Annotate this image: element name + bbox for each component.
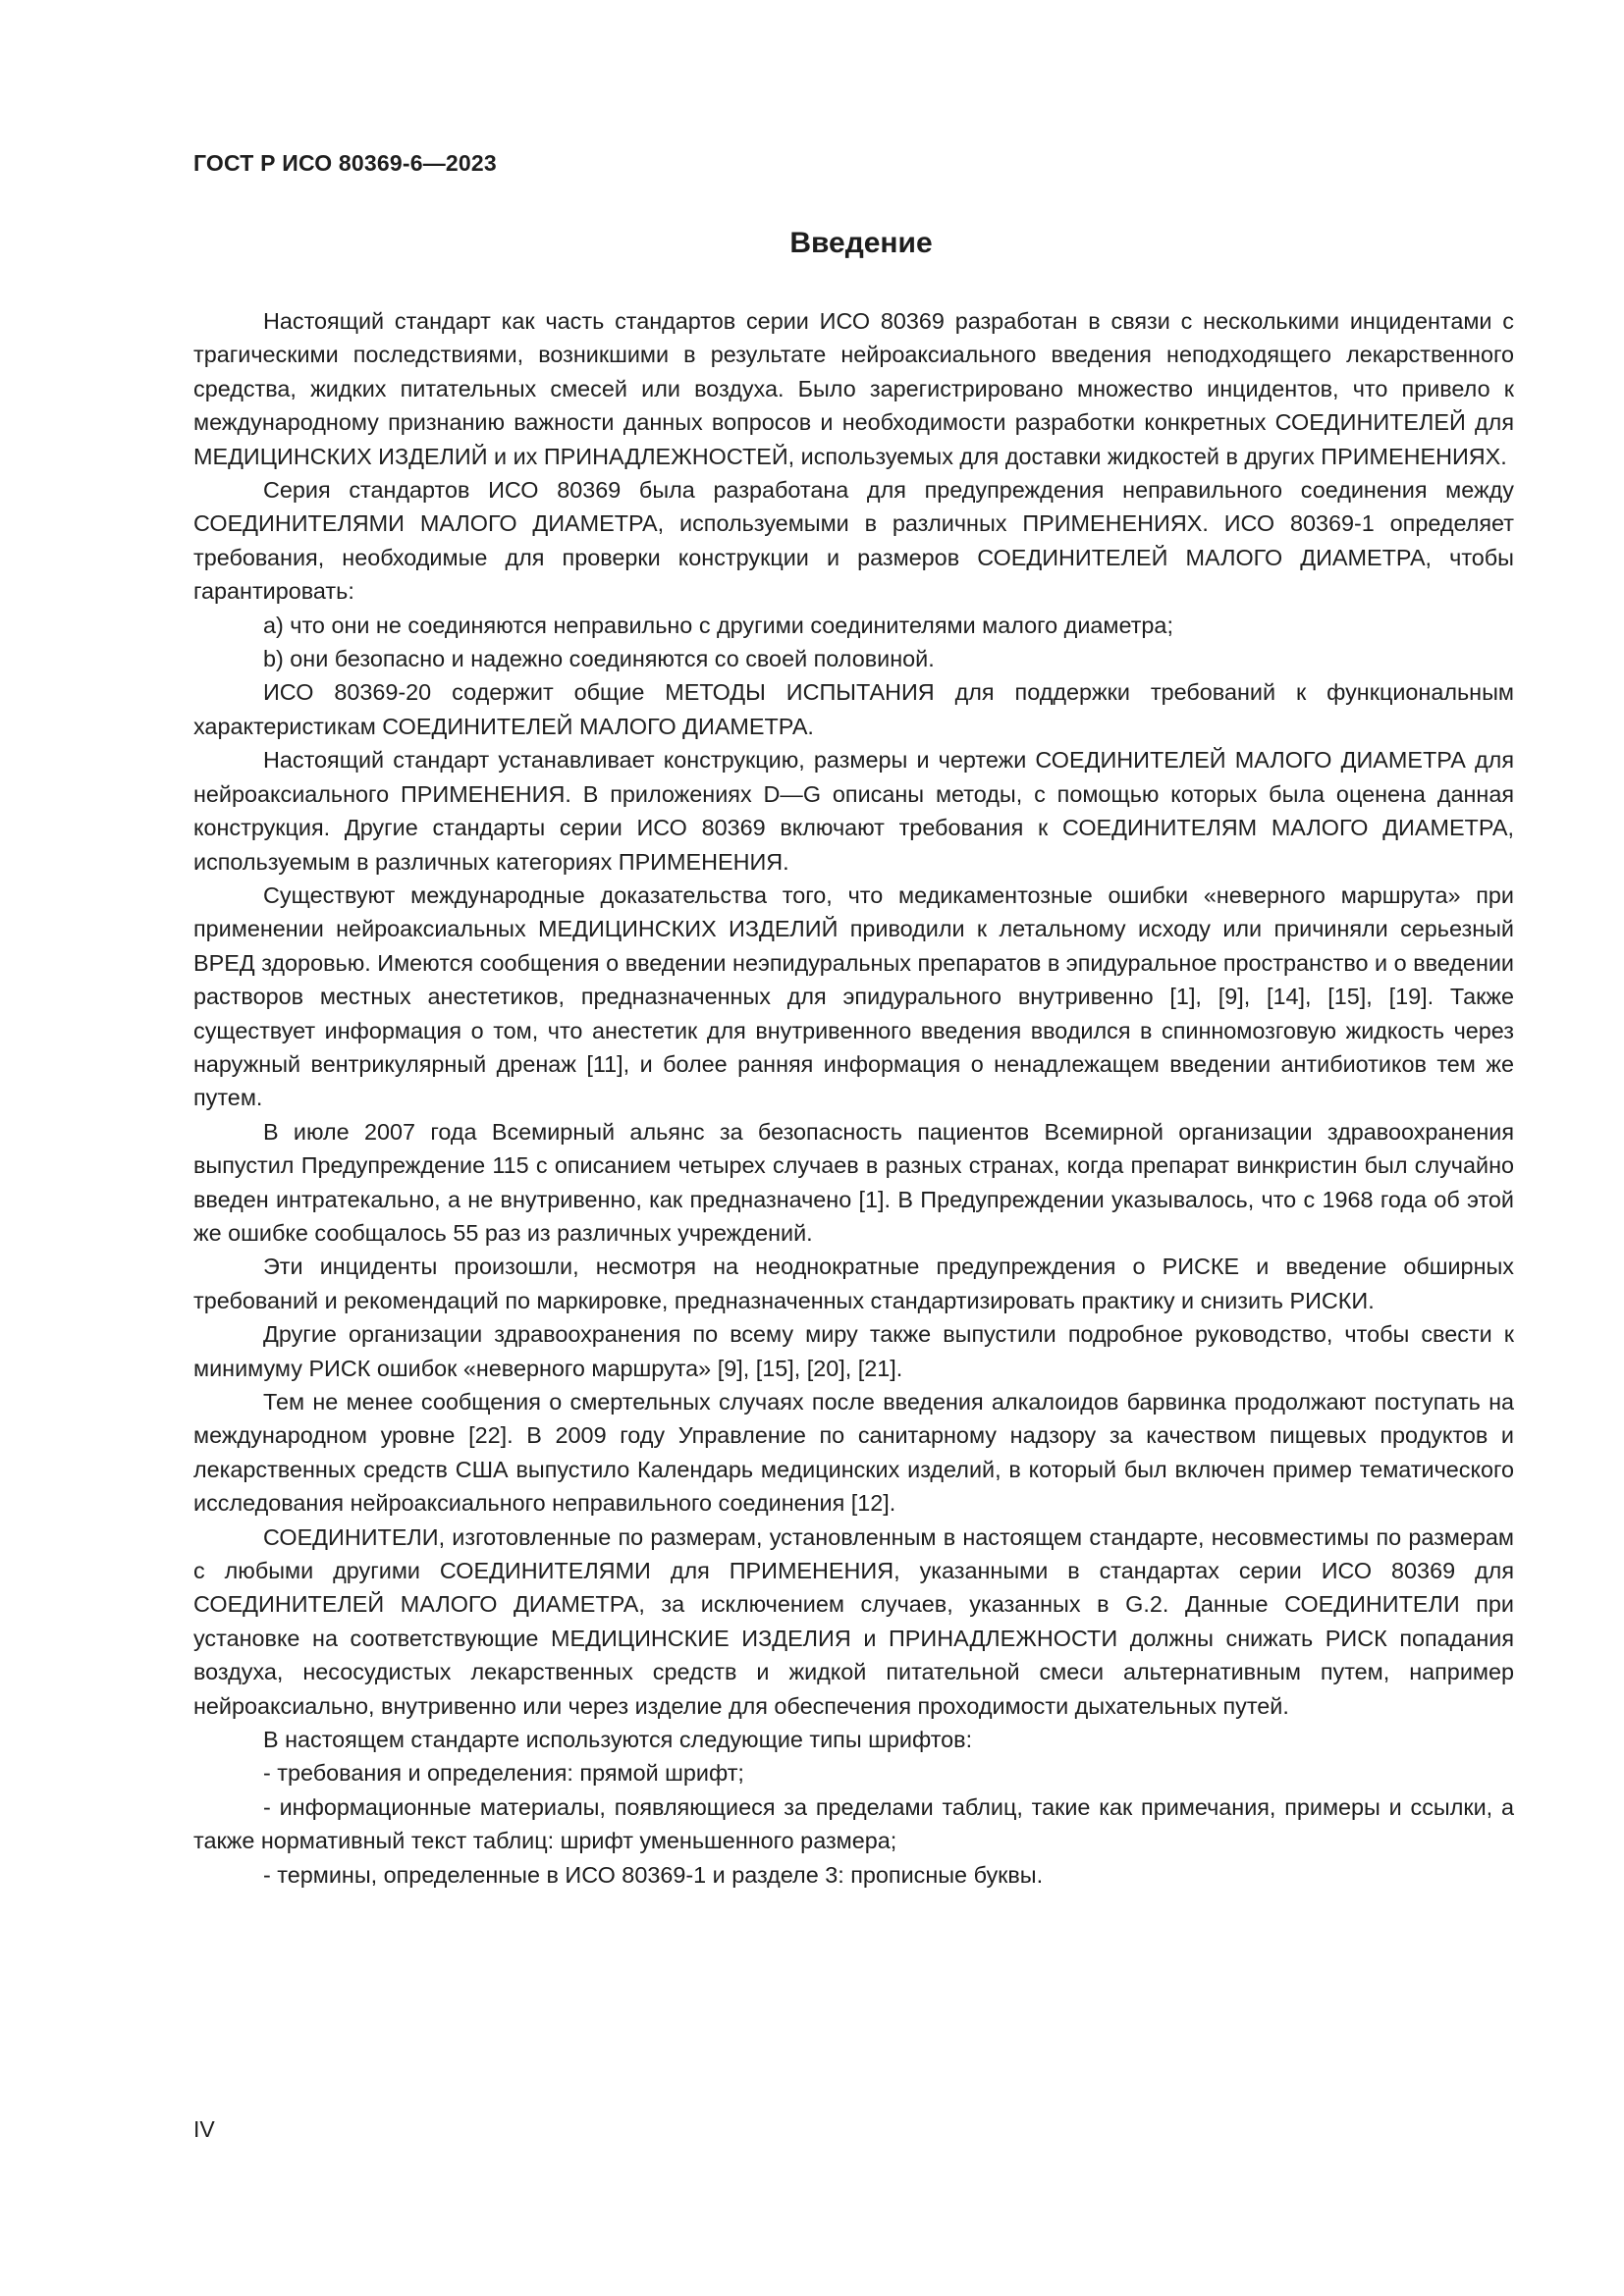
list-item: b) они безопасно и надежно соединяются со своей половиной. [263,646,935,672]
section-title: Введение [789,227,933,259]
document-code-header: ГОСТ Р ИСО 80369-6—2023 [193,150,497,176]
list-item: - требования и определения: прямой шрифт; [263,1760,744,1787]
paragraph: Настоящий стандарт устанавливает конструкцию, размеры и чертежи СОЕДИНИТЕЛЕЙ МАЛОГО ДИАМЕТРА для нейроаксиального ПРИМЕНЕНИЯ. В приложениях D—G описаны методы, с помощью которых была оценена данная конструкция. Другие стандарты серии ИСО 80369 включают требования к СОЕДИНИТЕЛЯМ МАЛОГО ДИАМЕТРА, используемым в различных категориях ПРИМЕНЕНИЯ. [193,747,1514,875]
paragraph: Серия стандартов ИСО 80369 была разработана для предупреждения неправильного соединения между СОЕДИНИТЕЛЯМИ МАЛОГО ДИАМЕТРА, используемыми в различных ПРИМЕНЕНИЯХ. ИСО 80369-1 определяет требования, необходимые для проверки конструкции и размеров СОЕДИНИТЕЛЕЙ МАЛОГО ДИАМЕТРА, чтобы гарантировать: [193,477,1514,605]
body-text [193,304,1514,1892]
paragraph: Существуют международные доказательства того, что медикаментозные ошибки «неверного маршрута» при применении нейроаксиальных МЕДИЦИНСКИХ ИЗДЕЛИЙ приводили к летальному исходу или причиняли серьезный ВРЕД здоровью. Имеются сообщения о введении неэпидуральных препаратов в эпидуральное пространство и о введении растворов местных анестетиков, предназначенных для эпидурального внутривенно [1], [9], [14], [15], [19]. Также существует информация о том, что анестетик для внутривенного введения вводился в спинномозговую жидкость через наружный вентрикулярный дренаж [11], и более ранняя информация о ненадлежащем введении антибиотиков тем же путем. [193,881,1514,1111]
paragraph: ИСО 80369-20 содержит общие МЕТОДЫ ИСПЫТАНИЯ для поддержки требований к функциональным характеристикам СОЕДИНИТЕЛЕЙ МАЛОГО ДИАМЕТРА. [193,679,1514,739]
list-item: a) что они не соединяются неправильно с другими соединителями малого диаметра; [263,612,1173,638]
paragraph: Другие организации здравоохранения по всему миру также выпустили подробное руководство, чтобы свести к минимуму РИСК ошибок «неверного маршрута» [9], [15], [20], [21]. [193,1321,1514,1381]
paragraph: Настоящий стандарт как часть стандартов серии ИСО 80369 разработан в связи с несколькими инцидентами с трагическими последствиями, возникшими в результате нейроаксиального введения неподходящего лекарственного средства, жидких питательных смесей или воздуха. Было зарегистрировано множество инцидентов, что привело к международному признанию важности данных вопросов и необходимости разработки конкретных СОЕДИНИТЕЛЕЙ для МЕДИЦИНСКИХ ИЗДЕЛИЙ и их ПРИНАДЛЕЖНОСТЕЙ, используемых для доставки жидкостей в других ПРИМЕНЕНИЯХ. [193,308,1514,469]
paragraph: В июле 2007 года Всемирный альянс за безопасность пациентов Всемирной организации здравоохранения выпустил Предупреждение 115 с описанием четырех случаев в разных странах, когда препарат винкристин был случайно введен интратекально, а не внутривенно, как предназначено [1]. В Предупреждении указывалось, что с 1968 года об этой же ошибке сообщалось 55 раз из различных учреждений. [193,1118,1514,1246]
paragraph: Тем не менее сообщения о смертельных случаях после введения алкалоидов барвинка продолжают поступать на международном уровне [22]. В 2009 году Управление по санитарному надзору за качеством пищевых продуктов и лекарственных средств США выпустило Календарь медицинских изделий, в который был включен пример тематического исследования нейроаксиального неправильного соединения [12]. [193,1389,1514,1517]
list-item: - информационные материалы, появляющиеся за пределами таблиц, такие как примечания, примеры и ссылки, а также нормативный текст таблиц: шрифт уменьшенного размера; [193,1793,1514,1854]
paragraph: Эти инциденты произошли, несмотря на неоднократные предупреждения о РИСКЕ и введение обширных требований и рекомендаций по маркировке, предназначенных стандартизировать практику и снизить РИСКИ. [193,1254,1514,1313]
paragraph: В настоящем стандарте используются следующие типы шрифтов: [263,1727,973,1753]
list-item: - термины, определенные в ИСО 80369-1 и разделе 3: прописные буквы. [263,1861,1044,1888]
page-number: IV [193,2116,215,2142]
paragraph: СОЕДИНИТЕЛИ, изготовленные по размерам, установленным в настоящем стандарте, несовместимы по размерам с любыми другими СОЕДИНИТЕЛЯМИ для ПРИМЕНЕНИЯ, указанными в стандартах серии ИСО 80369 для СОЕДИНИТЕЛЕЙ МАЛОГО ДИАМЕТРА, за исключением случаев, указанных в G.2. Данные СОЕДИНИТЕЛИ при установке на соответствующие МЕДИЦИНСКИЕ ИЗДЕЛИЯ и ПРИНАДЛЕЖНОСТИ должны снижать РИСК попадания воздуха, несосудистых лекарственных средств и жидкой питательной смеси альтернативным путем, например нейроаксиально, внутривенно или через изделие для обеспечения проходимости дыхательных путей. [193,1523,1514,1719]
